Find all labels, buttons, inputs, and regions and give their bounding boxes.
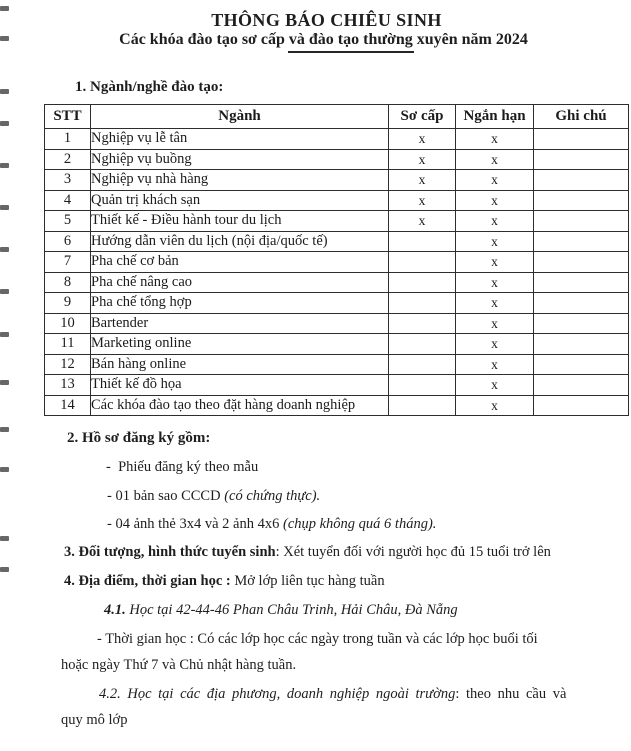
- cell-ghi-chu: [534, 375, 629, 396]
- table-body: [45, 129, 629, 416]
- cell-ghi-chu: [534, 190, 629, 211]
- cell-ghi-chu: [534, 272, 629, 293]
- section1-heading: 1. Ngành/nghề đào tạo:: [75, 79, 224, 95]
- scan-artifact: [0, 205, 9, 210]
- scan-artifact: [0, 121, 9, 126]
- cell-ghi-chu: [534, 395, 629, 416]
- cell-ngan-han: x: [456, 149, 534, 170]
- table-row: [45, 313, 629, 334]
- scan-artifact: [0, 380, 9, 385]
- cell-ghi-chu: [534, 129, 629, 150]
- cell-so-cap: [389, 252, 456, 273]
- col-header-ghi-chu: Ghi chú: [534, 105, 629, 129]
- table-row: [45, 334, 629, 355]
- registration-item: [107, 515, 436, 533]
- cell-nganh: Nghiệp vụ lễ tân: [91, 129, 389, 150]
- cell-stt: 14: [45, 395, 91, 416]
- cell-so-cap: [389, 313, 456, 334]
- scan-artifact: [0, 536, 9, 541]
- item-text: - 01 bản sao CCCD: [107, 488, 225, 504]
- cell-ngan-han: x: [456, 375, 534, 396]
- registration-item: [106, 458, 258, 476]
- cell-nganh: Thiết kế - Điều hành tour du lịch: [91, 211, 389, 232]
- cell-nganh: Nghiệp vụ nhà hàng: [91, 170, 389, 191]
- cell-stt: 2: [45, 149, 91, 170]
- cell-stt: 4: [45, 190, 91, 211]
- time-paragraph-line1: - Thời gian học : Có các lớp học các ngày trong tuần và các lớp học buổi tối: [97, 631, 538, 647]
- cell-stt: 8: [45, 272, 91, 293]
- item-note: (chụp không quá 6 tháng).: [282, 516, 437, 532]
- scan-artifact: [0, 332, 9, 337]
- scan-artifact: [0, 567, 9, 572]
- table-row: [45, 129, 629, 150]
- section2-heading: 2. Hồ sơ đăng ký gồm:: [67, 430, 211, 446]
- subtitle-underline: [288, 51, 414, 53]
- cell-ngan-han: x: [456, 190, 534, 211]
- scan-artifact: [0, 467, 9, 472]
- table-row: [45, 395, 629, 416]
- col-header-nganh: Ngành: [91, 105, 389, 129]
- table-row: [45, 375, 629, 396]
- cell-so-cap: [389, 395, 456, 416]
- cell-ngan-han: x: [456, 252, 534, 273]
- section4-heading: 4. Địa điểm, thời gian học :: [64, 573, 231, 589]
- cell-stt: 11: [45, 334, 91, 355]
- item-text: - Phiếu đăng ký theo mẫu: [106, 459, 259, 475]
- cell-so-cap: [389, 375, 456, 396]
- cell-so-cap: x: [389, 129, 456, 150]
- table-row: [45, 272, 629, 293]
- cell-ghi-chu: [534, 334, 629, 355]
- scan-artifact: [0, 289, 9, 294]
- cell-ghi-chu: [534, 149, 629, 170]
- section4-sub42-line2: quy mô lớp: [61, 712, 128, 728]
- cell-ghi-chu: [534, 170, 629, 191]
- cell-ghi-chu: [534, 231, 629, 252]
- table-header-row: [45, 105, 629, 129]
- cell-so-cap: x: [389, 211, 456, 232]
- scan-artifact: [0, 163, 9, 168]
- cell-nganh: Các khóa đào tạo theo đặt hàng doanh nghiệp: [91, 395, 389, 416]
- document-title: THÔNG BÁO CHIÊU SINH: [211, 10, 442, 30]
- cell-so-cap: x: [389, 170, 456, 191]
- sub41-label: 4.1.: [104, 602, 126, 618]
- section4-sub41: [104, 601, 458, 619]
- scan-artifact: [0, 427, 9, 432]
- time-paragraph-line2: hoặc ngày Thứ 7 và Chủ nhật hàng tuần.: [61, 657, 297, 673]
- cell-stt: 6: [45, 231, 91, 252]
- section3-line: [64, 543, 551, 561]
- cell-so-cap: x: [389, 190, 456, 211]
- cell-nganh: Pha chế tổng hợp: [91, 293, 389, 314]
- training-programs-table: [44, 104, 629, 416]
- cell-ngan-han: x: [456, 211, 534, 232]
- cell-ngan-han: x: [456, 395, 534, 416]
- cell-nganh: Pha chế cơ bản: [91, 252, 389, 273]
- col-header-so-cap: Sơ cấp: [389, 105, 456, 129]
- table-row: [45, 252, 629, 273]
- cell-stt: 5: [45, 211, 91, 232]
- section4-line: [64, 572, 385, 590]
- cell-stt: 12: [45, 354, 91, 375]
- cell-stt: 13: [45, 375, 91, 396]
- registration-item: [107, 487, 320, 505]
- cell-ngan-han: x: [456, 272, 534, 293]
- cell-ngan-han: x: [456, 129, 534, 150]
- cell-so-cap: [389, 231, 456, 252]
- scan-artifact: [0, 36, 9, 41]
- sub42-text: : theo nhu cầu và: [455, 686, 567, 702]
- cell-nganh: Nghiệp vụ buồng: [91, 149, 389, 170]
- cell-nganh: Hướng dẫn viên du lịch (nội địa/quốc tế): [91, 231, 389, 252]
- scan-artifact: [0, 247, 9, 252]
- table-row: [45, 293, 629, 314]
- cell-stt: 3: [45, 170, 91, 191]
- cell-ngan-han: x: [456, 334, 534, 355]
- cell-nganh: Thiết kế đồ họa: [91, 375, 389, 396]
- sub42-italic: 4.2. Học tại các địa phương, doanh nghiệp ngoài trường: [99, 686, 456, 702]
- scan-artifact: [0, 6, 9, 11]
- cell-ngan-han: x: [456, 231, 534, 252]
- cell-nganh: Bartender: [91, 313, 389, 334]
- table-row: [45, 149, 629, 170]
- section3-text: : Xét tuyển đối với người học đủ 15 tuổi trở lên: [275, 544, 551, 560]
- item-note: (có chứng thực).: [224, 488, 321, 504]
- table-row: [45, 211, 629, 232]
- cell-ngan-han: x: [456, 293, 534, 314]
- item-text: - 04 ảnh thẻ 3x4 và 2 ảnh 4x6: [107, 516, 283, 532]
- cell-stt: 10: [45, 313, 91, 334]
- sub41-text: Học tại 42-44-46 Phan Châu Trinh, Hải Châu, Đà Nẵng: [125, 602, 458, 618]
- cell-nganh: Bán hàng online: [91, 354, 389, 375]
- cell-ghi-chu: [534, 354, 629, 375]
- cell-stt: 7: [45, 252, 91, 273]
- cell-so-cap: [389, 334, 456, 355]
- cell-stt: 1: [45, 129, 91, 150]
- section4-text: Mở lớp liên tục hàng tuần: [230, 573, 385, 589]
- col-header-stt: STT: [45, 105, 91, 129]
- cell-ghi-chu: [534, 252, 629, 273]
- cell-ngan-han: x: [456, 354, 534, 375]
- document-subtitle: Các khóa đào tạo sơ cấp và đào tạo thường xuyên năm 2024: [119, 31, 528, 48]
- cell-so-cap: [389, 272, 456, 293]
- cell-nganh: Pha chế nâng cao: [91, 272, 389, 293]
- cell-ghi-chu: [534, 313, 629, 334]
- cell-so-cap: [389, 293, 456, 314]
- table-row: [45, 190, 629, 211]
- table-row: [45, 170, 629, 191]
- cell-ghi-chu: [534, 211, 629, 232]
- cell-stt: 9: [45, 293, 91, 314]
- col-header-ngan-han: Ngắn hạn: [456, 105, 534, 129]
- cell-ghi-chu: [534, 293, 629, 314]
- cell-nganh: Quản trị khách sạn: [91, 190, 389, 211]
- cell-so-cap: [389, 354, 456, 375]
- section4-sub42: [99, 685, 566, 703]
- scan-artifact: [0, 89, 9, 94]
- cell-ngan-han: x: [456, 170, 534, 191]
- table-row: [45, 354, 629, 375]
- section3-heading: 3. Đối tượng, hình thức tuyển sinh: [64, 544, 276, 560]
- cell-nganh: Marketing online: [91, 334, 389, 355]
- table-row: [45, 231, 629, 252]
- cell-so-cap: x: [389, 149, 456, 170]
- cell-ngan-han: x: [456, 313, 534, 334]
